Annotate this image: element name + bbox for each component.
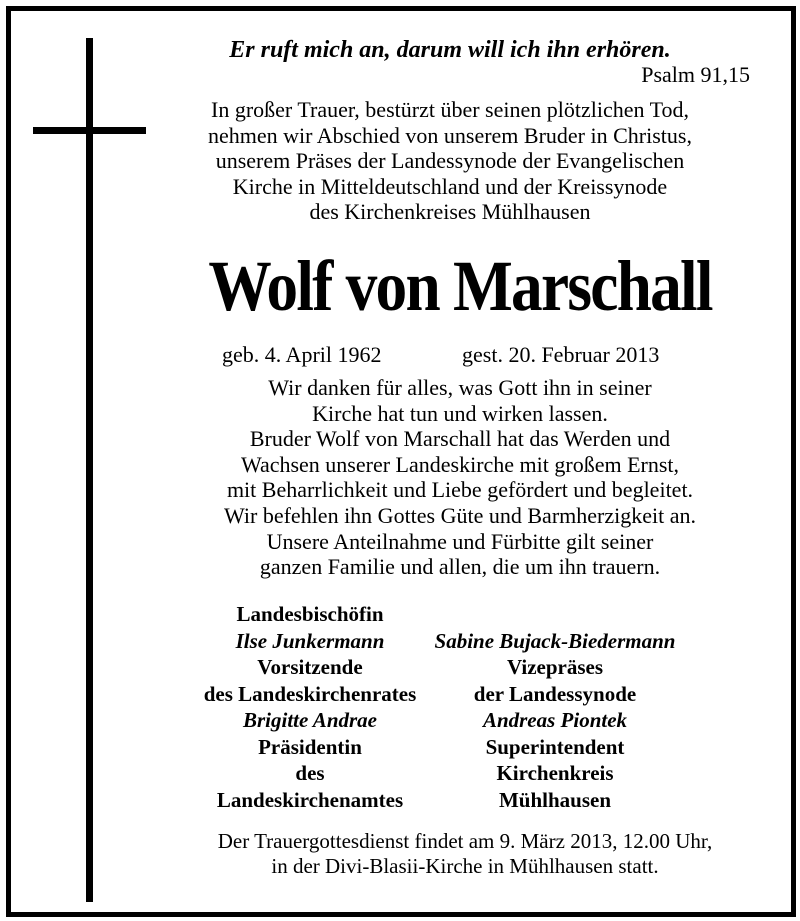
signatory-role: Präsidentin (258, 734, 362, 759)
deceased-name: Wolf von Marschall (208, 246, 712, 326)
bible-verse: Er ruft mich an, darum will ich ihn erhören. (229, 37, 671, 63)
signatories-right (410, 628, 700, 814)
signatory-role: Vizepräses (506, 655, 604, 679)
service-info (150, 829, 780, 879)
intro-text (150, 97, 750, 225)
intro-line: nehmen wir Abschied von unserem Bruder in Christus, (208, 122, 692, 148)
cross-icon (86, 38, 93, 902)
intro-line: unserem Präses der Landessynode der Evangelischen (215, 148, 685, 173)
tribute-line: Bruder Wolf von Marschall hat das Werden und (249, 426, 671, 452)
signatory-role: der Landessynode (473, 681, 637, 706)
verse-reference: Psalm 91,15 (641, 62, 750, 87)
intro-line: des Kirchenkreises Mühlhausen (309, 199, 591, 224)
signatory-role: Vorsitzende (257, 655, 363, 679)
birth-date: geb. 4. April 1962 (222, 342, 382, 367)
tribute-line: Wir danken für alles, was Gott ihn in seiner (268, 375, 652, 400)
tribute-text (150, 375, 770, 580)
tribute-line: ganzen Familie und allen, die um ihn trauern. (259, 554, 661, 580)
tribute-line: Wir befehlen ihn Gottes Güte und Barmherzigkeit an. (224, 502, 696, 528)
signatory-role: Superintendent (485, 734, 625, 759)
cross-icon-bar (33, 127, 146, 134)
signatory-name: Sabine Bujack-Biedermann (434, 628, 676, 653)
tribute-line: Unsere Anteilnahme und Fürbitte gilt seiner (266, 528, 654, 554)
death-date: gest. 20. Februar 2013 (462, 342, 660, 367)
signatory-name: Andreas Piontek (482, 708, 628, 732)
signatory-role: Landeskirchenamtes (216, 787, 404, 812)
tribute-line: Kirche hat tun und wirken lassen. (312, 400, 608, 426)
signatory-role: des Landeskirchenrates (203, 681, 417, 706)
signatory-name: Ilse Junkermann (235, 628, 385, 653)
signatory-name: Brigitte Andrae (243, 708, 377, 732)
signatory-role: des (295, 761, 325, 785)
tribute-line: Wachsen unserer Landeskirche mit großem Ernst, (240, 451, 680, 477)
signatories-left (175, 601, 445, 813)
service-line: Der Trauergottesdienst findet am 9. März 2013, 12.00 Uhr, (217, 829, 713, 853)
signatory-role: Mühlhausen (498, 787, 612, 812)
signatory-role: Kirchenkreis (496, 761, 614, 785)
tribute-line: mit Beharrlichkeit und Liebe gefördert und begleitet. (226, 477, 694, 503)
intro-line: Kirche in Mitteldeutschland und der Kreissynode (232, 173, 668, 199)
signatory-title: Landesbischöfin (236, 602, 384, 626)
service-line: in der Divi-Blasii-Kirche in Mühlhausen statt. (271, 854, 659, 878)
intro-line: In großer Trauer, bestürzt über seinen plötzlichen Tod, (211, 97, 689, 122)
